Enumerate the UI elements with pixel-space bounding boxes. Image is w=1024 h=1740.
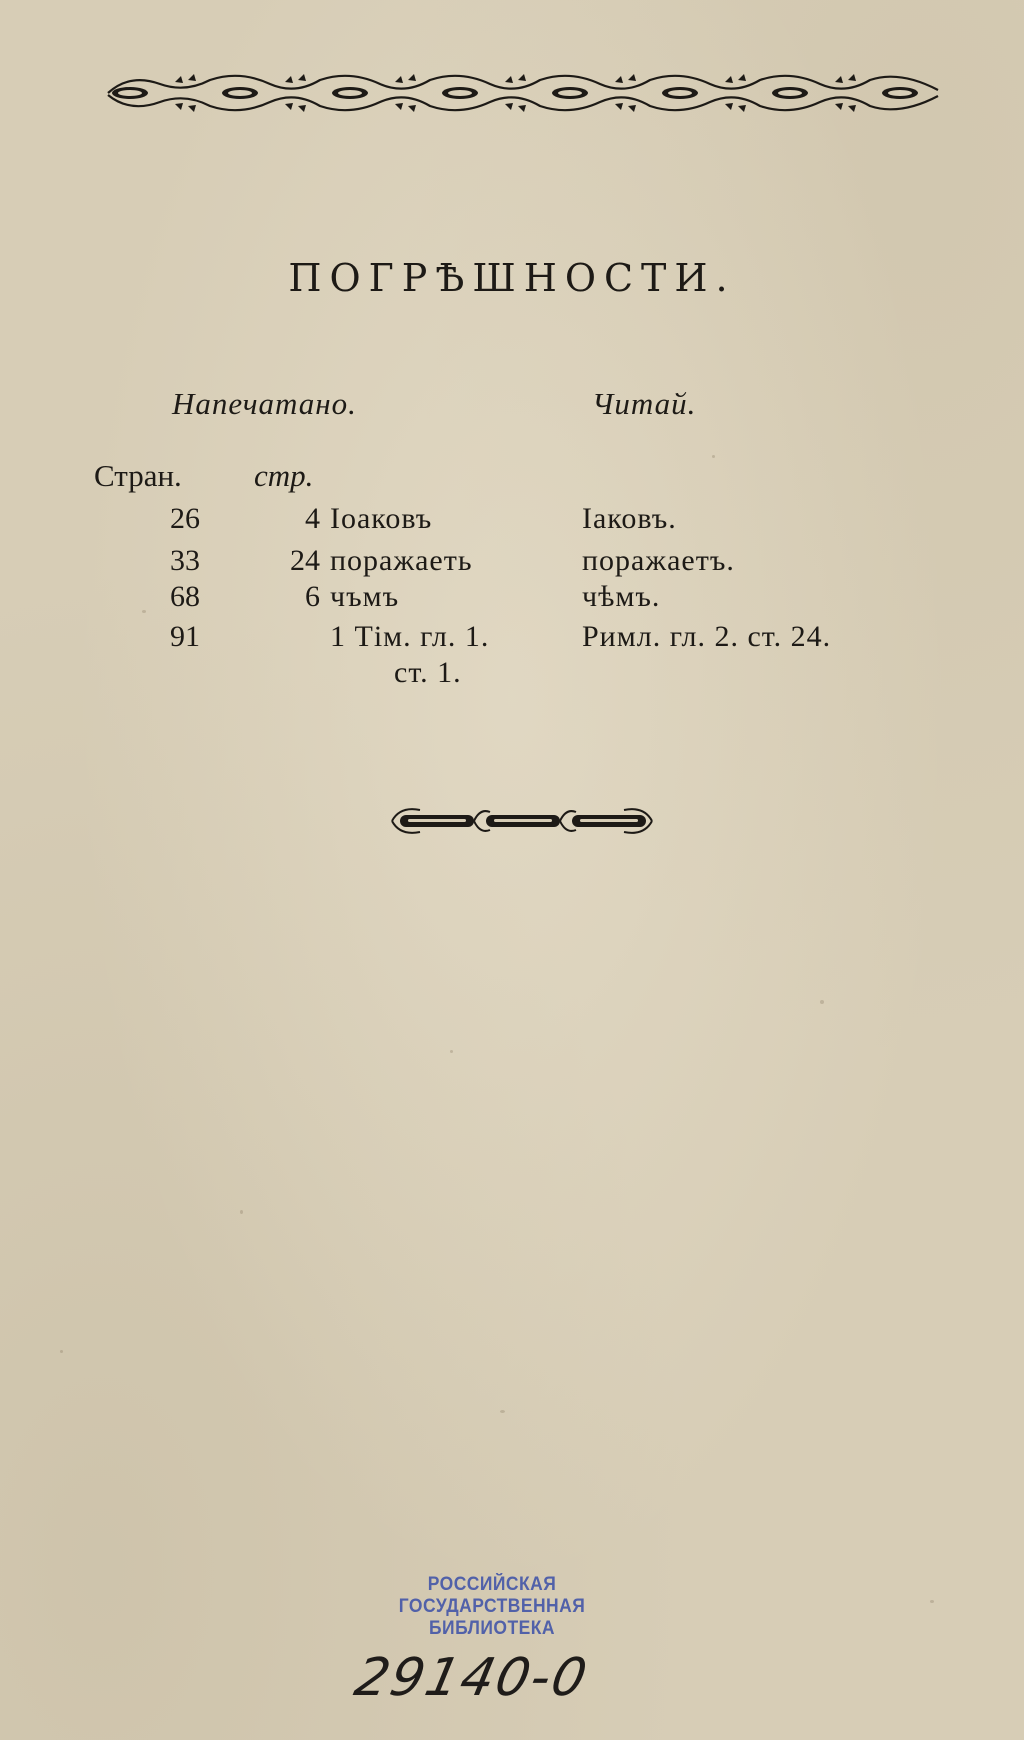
- stamp-line: БИБЛИОТЕКА: [429, 1618, 555, 1639]
- errata-printed-text: 1 Тім. гл. 1.: [330, 620, 490, 653]
- errata-correct-text: чѣмъ.: [582, 580, 661, 613]
- top-ornament-band: [100, 68, 946, 118]
- paper-speck: [60, 1350, 63, 1353]
- stamp-line: РОССИЙСКАЯ: [427, 1574, 557, 1595]
- errata-printed-text: Іоаковъ: [330, 502, 433, 535]
- errata-line-number: 6: [305, 580, 320, 613]
- errata-correct-text: Римл. гл. 2. ст. 24.: [582, 620, 832, 653]
- column-header-line: стр.: [254, 458, 314, 493]
- errata-row: [0, 502, 1024, 540]
- library-stamp: [372, 1574, 612, 1640]
- paper-speck: [450, 1050, 453, 1053]
- errata-page-number: 68: [170, 580, 200, 613]
- divider-ornament: [390, 802, 654, 840]
- page-title: ПОГРѢШНОСТИ.: [288, 256, 736, 300]
- column-header-page: Стран.: [94, 458, 182, 493]
- column-header-printed: Напечатано.: [172, 386, 357, 421]
- errata-correct-text: Іаковъ.: [582, 502, 677, 535]
- errata-line-number: 24: [290, 544, 320, 577]
- errata-continuation: ст. 1.: [394, 656, 462, 689]
- paper-speck: [930, 1600, 934, 1603]
- handwritten-shelfmark: 29140-0: [349, 1648, 594, 1708]
- errata-page-number: 26: [170, 502, 200, 535]
- column-header-read: Читай.: [592, 386, 697, 421]
- errata-printed-text: чъмъ: [330, 580, 400, 613]
- errata-printed-text: поражаеть: [330, 544, 473, 577]
- stamp-line: ГОСУДАРСТВЕННАЯ: [398, 1596, 586, 1617]
- errata-page-number: 91: [170, 620, 200, 653]
- paper-speck: [820, 1000, 824, 1004]
- errata-page-number: 33: [170, 544, 200, 577]
- errata-row: [0, 580, 1024, 618]
- errata-line-number: 4: [305, 502, 320, 535]
- errata-row: [0, 544, 1024, 582]
- paper-speck: [500, 1410, 505, 1413]
- errata-row: [0, 620, 1024, 658]
- paper-speck: [712, 455, 715, 458]
- paper-speck: [240, 1210, 243, 1214]
- errata-correct-text: поражаетъ.: [582, 544, 735, 577]
